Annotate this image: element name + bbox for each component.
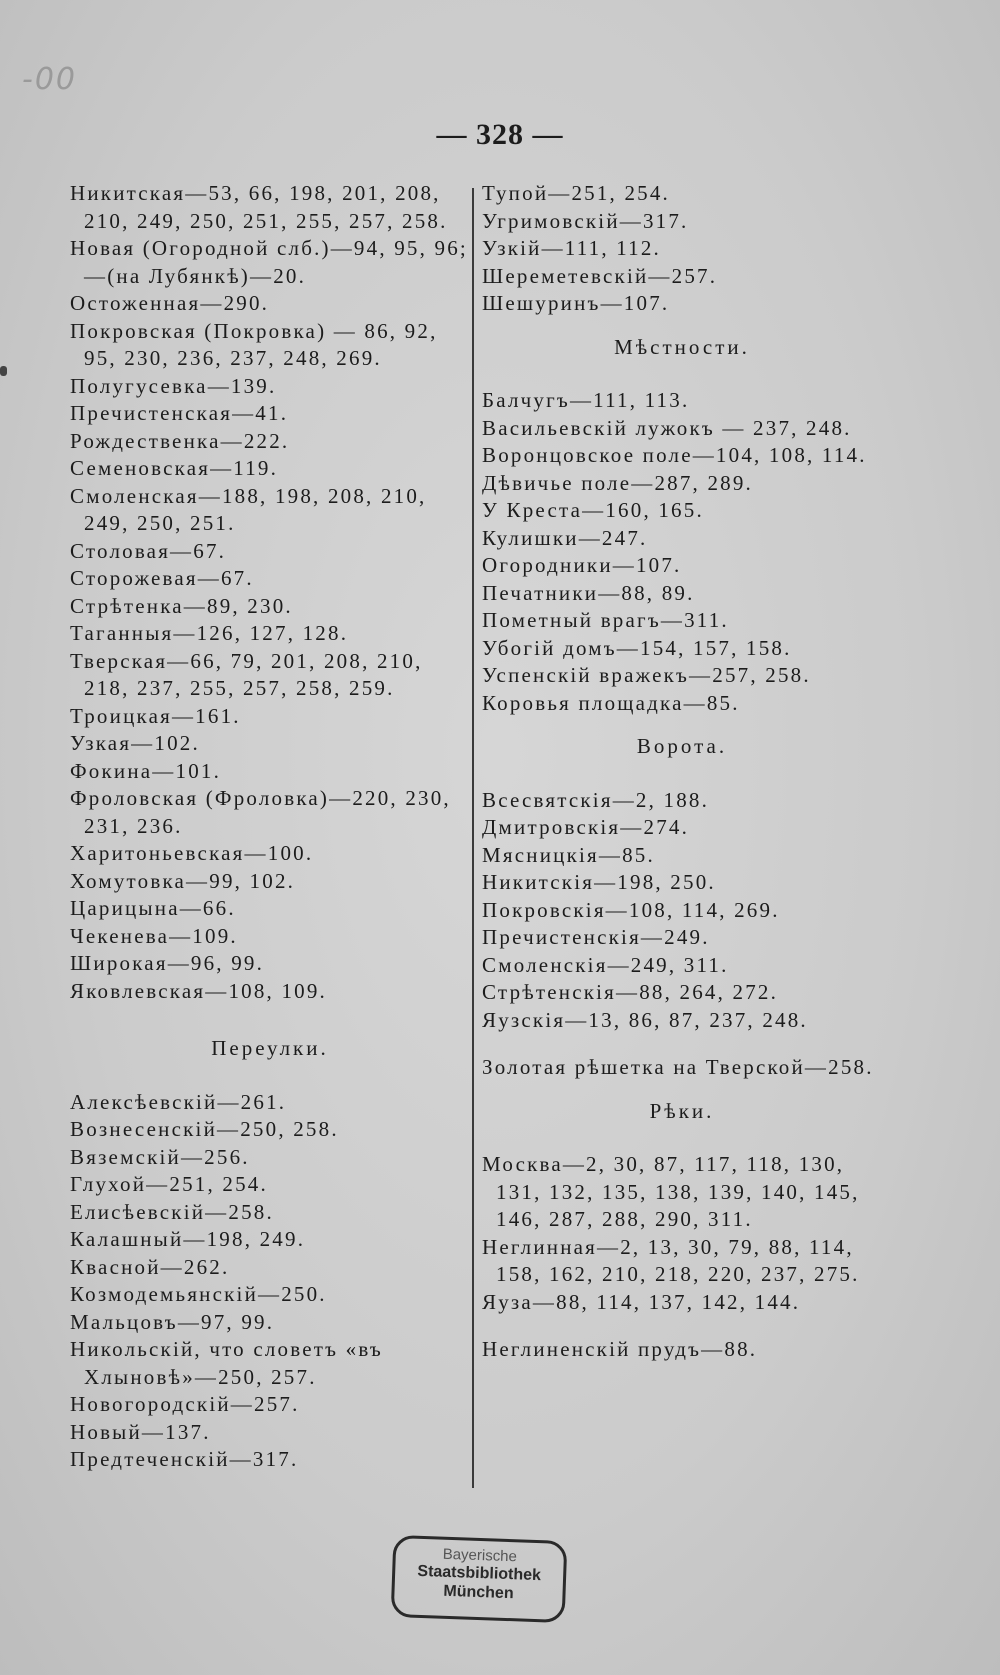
right-column — [482, 180, 882, 1364]
spacer — [482, 1316, 882, 1336]
index-entry: Фокина—101. — [70, 758, 222, 783]
index-entry: Угримовскій—317. — [482, 208, 689, 233]
index-entry: Мясницкія—85. — [482, 842, 655, 867]
section-heading-pereulki: Переулки. — [211, 1036, 329, 1060]
index-entry: Чекенева—109. — [70, 923, 238, 948]
index-entry: Шереметевскій—257. — [482, 263, 718, 288]
spacer — [482, 1034, 882, 1054]
index-entry: Квасной—262. — [70, 1254, 230, 1279]
index-entry: Коровья площадка—85. — [482, 690, 740, 715]
index-entry: Кулишки—247. — [482, 525, 648, 550]
index-entry: Москва—2, 30, 87, 117, 118, 130, 131, 132, 135, 138, 139, 140, 145, 146, 287, 288, 290, 311. — [482, 1152, 860, 1231]
index-entry: Широкая—96, 99. — [70, 951, 265, 975]
index-entry: Козмодемьянскій—250. — [70, 1282, 327, 1306]
index-entry: Алексѣевскій—261. — [70, 1089, 287, 1114]
column-divider — [472, 188, 474, 1488]
stamp-line: Staatsbibliothek — [417, 1562, 542, 1585]
index-entry: У Креста—160, 165. — [482, 498, 704, 522]
index-entry: Елисѣевскій—258. — [70, 1199, 274, 1224]
index-entry: Сторожевая—67. — [70, 566, 254, 590]
index-entry: Никитская—53, 66, 198, 201, 208, 210, 249, 250, 251, 255, 257, 258. — [70, 181, 448, 233]
index-entry: Яуза—88, 114, 137, 142, 144. — [482, 1289, 801, 1314]
index-entry: Смоленскія—249, 311. — [482, 952, 729, 977]
index-entry: Вознесенскій—250, 258. — [70, 1117, 339, 1141]
section-heading-mestnosti: Мѣстности. — [614, 334, 750, 359]
index-entry: Пометный врагъ—311. — [482, 608, 729, 632]
index-entry: Новогородскій—257. — [70, 1392, 300, 1416]
stamp-line: München — [443, 1582, 514, 1603]
index-entry: Покровскія—108, 114, 269. — [482, 897, 780, 922]
index-entry: Новая (Огородной слб.)—94, 95, 96;—(на Лубянкѣ)—20. — [70, 236, 468, 288]
stamp-line: Bayerische — [442, 1545, 518, 1566]
pencil-mark: -00 — [22, 62, 77, 97]
index-entry: Печатники—88, 89. — [482, 580, 695, 605]
index-entry: Троицкая—161. — [70, 703, 241, 728]
index-entry: Шешуринъ—107. — [482, 291, 670, 315]
index-entry: Харитоньевская—100. — [70, 841, 314, 865]
index-entry: Пречистенскія—249. — [482, 925, 710, 949]
index-entry: Дѣвичье поле—287, 289. — [482, 470, 754, 495]
index-entry: Семеновская—119. — [70, 456, 279, 480]
index-entry: Никольскій, что словетъ «въ Хлыновѣ»—250, 257. — [70, 1337, 383, 1389]
library-stamp — [391, 1535, 568, 1623]
index-entry: Пречистенская—41. — [70, 401, 289, 425]
section-heading-vorota: Ворота. — [636, 734, 728, 758]
index-entry: Глухой—251, 254. — [70, 1172, 268, 1196]
index-entry: Балчугъ—111, 113. — [482, 388, 690, 412]
index-entry: Убогій домъ—154, 157, 158. — [482, 635, 792, 660]
index-entry: Золотая рѣшетка на Тверской—258. — [482, 1055, 874, 1079]
index-entry: Рождественка—222. — [70, 428, 290, 453]
section-heading-reki: Рѣки. — [649, 1098, 715, 1123]
index-entry: Смоленская—188, 198, 208, 210, 249, 250, 251. — [70, 483, 427, 535]
index-entry: Хомутовка—99, 102. — [70, 868, 296, 893]
index-entry: Огородники—107. — [482, 553, 682, 577]
index-entry: Царицына—66. — [70, 896, 236, 920]
index-entry: Стрѣтенскія—88, 264, 272. — [482, 980, 779, 1004]
index-entry: Неглиненскій прудъ—88. — [482, 1337, 758, 1361]
index-entry: Покровская (Покровка) — 86, 92, 95, 230, 236, 237, 248, 269. — [70, 318, 438, 370]
index-entry: Тупой—251, 254. — [482, 181, 671, 205]
index-entry: Воронцовское поле—104, 108, 114. — [482, 443, 867, 467]
index-entry: Столовая—67. — [70, 538, 227, 563]
index-entry: Васильевскій лужокъ — 237, 248. — [482, 415, 852, 440]
index-entry: Мальцовъ—97, 99. — [70, 1309, 275, 1334]
index-entry: Никитскія—198, 250. — [482, 870, 716, 894]
index-entry: Предтеченскій—317. — [70, 1447, 299, 1471]
index-entry: Дмитровскія—274. — [482, 815, 690, 839]
index-entry: Таганныя—126, 127, 128. — [70, 621, 349, 645]
margin-blot — [0, 366, 7, 376]
index-entry: Фроловская (Фроловка)—220, 230, 231, 236. — [70, 786, 451, 838]
index-entry: Узкій—111, 112. — [482, 236, 662, 260]
index-entry: Успенскій вражекъ—257, 258. — [482, 663, 811, 687]
index-entry: Яковлевская—108, 109. — [70, 978, 328, 1003]
index-entry: Калашный—198, 249. — [70, 1227, 306, 1251]
index-entry: Стрѣтенка—89, 230. — [70, 593, 293, 618]
index-entry: Яузскія—13, 86, 87, 237, 248. — [482, 1007, 808, 1032]
index-entry: Полугусевка—139. — [70, 373, 277, 398]
page-number: — 328 — — [436, 118, 564, 151]
index-entry: Узкая—102. — [70, 731, 200, 755]
index-entry: Всесвятскія—2, 188. — [482, 787, 710, 812]
index-entry: Вяземскій—256. — [70, 1144, 250, 1169]
left-column — [70, 180, 470, 1474]
index-entry: Неглинная—2, 13, 30, 79, 88, 114, 158, 162, 210, 218, 220, 237, 275. — [482, 1234, 860, 1286]
index-entry: Остоженная—290. — [70, 291, 270, 315]
index-entry: Новый—137. — [70, 1419, 211, 1444]
index-entry: Тверская—66, 79, 201, 208, 210, 218, 237, 255, 257, 258, 259. — [70, 648, 423, 700]
